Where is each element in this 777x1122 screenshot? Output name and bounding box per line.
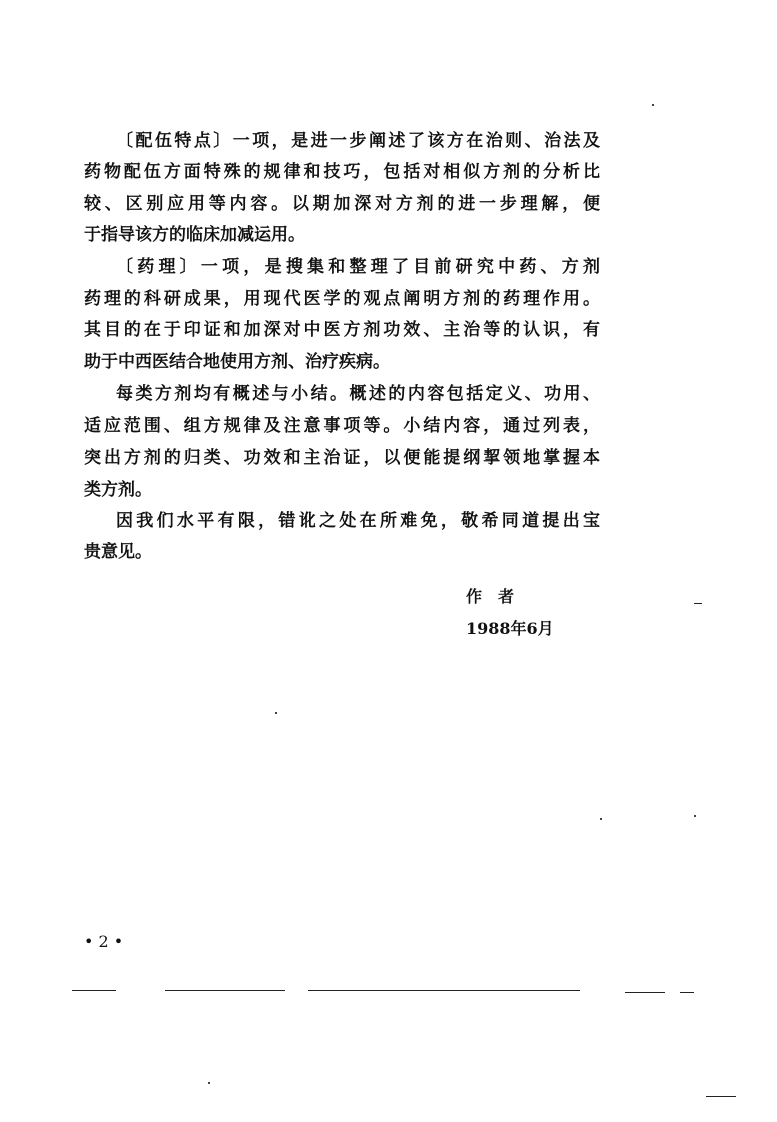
text-line: 贵意见。 <box>84 542 152 562</box>
page-number: • 2 • <box>84 932 124 951</box>
text-line: 其目的在于印证和加深对中医方剂功效、主治等的认识，有 <box>84 320 600 340</box>
speck <box>600 818 602 820</box>
speck <box>275 712 277 714</box>
text-line: 类方剂。 <box>84 480 152 500</box>
text-line: 适应范围、组方规律及注意事项等。小结内容，通过列表， <box>84 416 600 436</box>
scan-line <box>694 603 702 604</box>
speck <box>208 1082 210 1084</box>
text-line: 〔配伍特点〕一项，是进一步阐述了该方在治则、治法及 <box>116 131 600 151</box>
text-line: 每类方剂均有概述与小结。概述的内容包括定义、功用、 <box>116 384 600 404</box>
speck <box>694 815 696 817</box>
text-line: 药物配伍方面特殊的规律和技巧，包括对相似方剂的分析比 <box>84 162 600 182</box>
scan-line <box>680 992 694 993</box>
scan-line <box>706 1096 736 1097</box>
text-line: 较、区别应用等内容。以期加深对方剂的进一步理解，便 <box>84 194 600 214</box>
text-line: 〔药理〕一项，是搜集和整理了目前研究中药、方剂 <box>116 257 600 277</box>
scan-line <box>308 990 580 991</box>
text-line: 突出方剂的归类、功效和主治证，以便能提纲挈领地掌握本 <box>84 448 600 468</box>
scan-line <box>165 990 285 991</box>
text-line: 因我们水平有限，错讹之处在所难免，敬希同道提出宝 <box>116 511 600 531</box>
text-line: 助于中西医结合地使用方剂、治疗疾病。 <box>84 352 390 372</box>
text-line: 药理的科研成果，用现代医学的观点阐明方剂的药理作用。 <box>84 289 600 309</box>
speck <box>652 104 654 106</box>
text-line: 于指导该方的临床加减运用。 <box>84 225 305 245</box>
author-signature: 作 者 <box>466 587 515 606</box>
scan-line <box>625 992 665 993</box>
signature-date: 1988年6月 <box>466 619 554 638</box>
scan-line <box>72 990 116 991</box>
